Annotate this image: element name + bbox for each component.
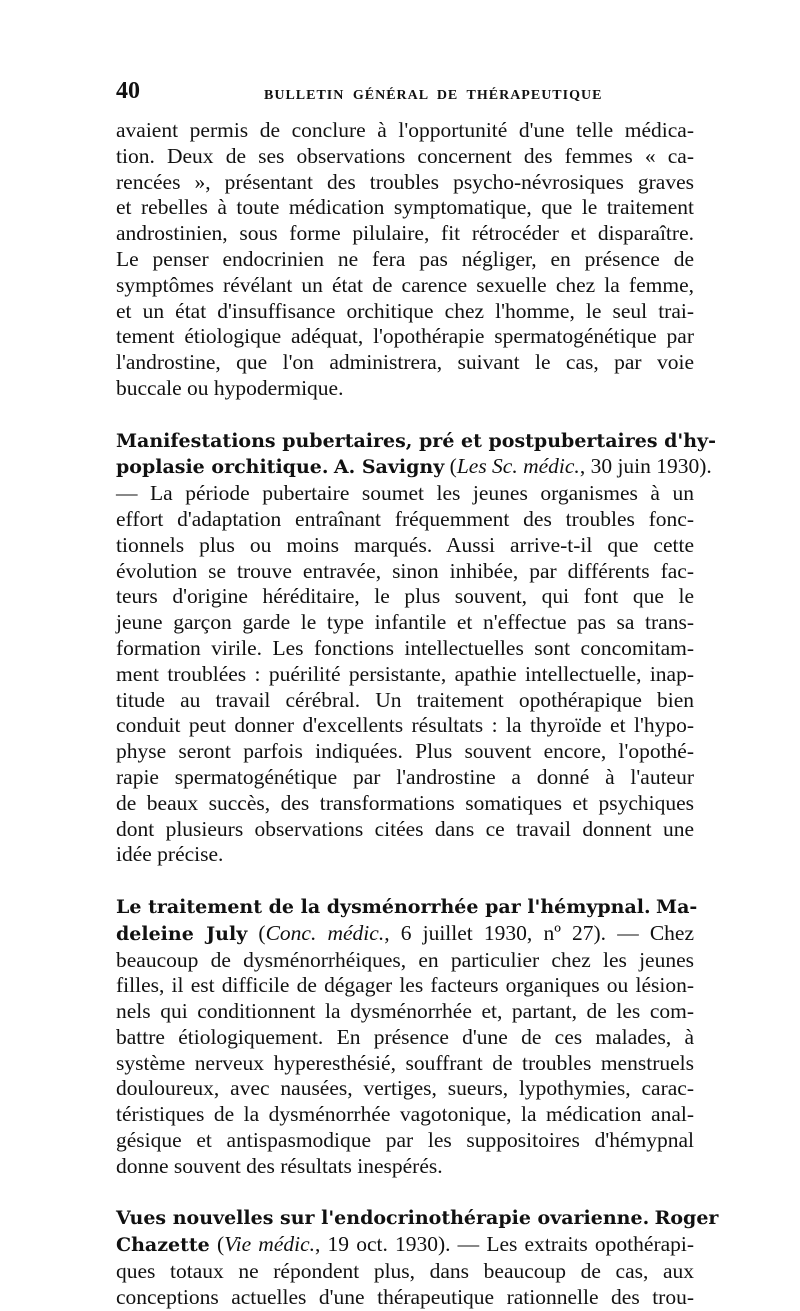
article-heading-line — [116, 921, 694, 948]
text-line: tion. Deux de ses observations concernent des femmes « ca- — [116, 143, 694, 168]
article-heading-line — [116, 1205, 719, 1232]
text-line: teurs d'origine héréditaire, le plus souvent, qui font que le — [116, 584, 694, 609]
article-savigny — [116, 428, 716, 869]
article-author: A. Savigny — [333, 456, 445, 479]
text-line: conceptions actuelles d'une thérapeutique rationnelle des trou- — [116, 1284, 694, 1309]
journal-name: Conc. médic. — [265, 920, 385, 945]
reference-date: , 19 oct. 1930). — [315, 1232, 451, 1257]
paragraph-gap — [116, 1180, 694, 1206]
text-line: ques totaux ne répondent plus, dans beaucoup de cas, aux — [116, 1259, 694, 1284]
article-title: poplasie orchitique. — [116, 456, 329, 479]
text-line: téristiques de la dysménorrhée vagotonique, la médication anal- — [116, 1102, 694, 1127]
text-line: physe seront parfois indiquées. Plus souvent encore, l'opothé- — [116, 739, 694, 764]
text-line: l'androstine, que l'on administrera, suivant le cas, par voie — [116, 350, 694, 375]
reference-date: , 30 juin 1930). — [579, 454, 712, 479]
article-author: Roger — [654, 1207, 719, 1230]
article-author: Chazette — [116, 1234, 210, 1257]
article-lead: — Les extraits opothérapi- — [457, 1232, 695, 1257]
article-lead: — Chez — [617, 920, 695, 945]
article-title: Manifestations pubertaires, pré et postpubertaires d'hy- — [116, 429, 716, 452]
paragraph-intro — [116, 118, 694, 402]
text-line: tement étiologique adéquat, l'opothérapie spermatogénétique par — [116, 324, 694, 349]
running-head — [116, 78, 696, 108]
article-heading-line — [116, 454, 712, 481]
article-july — [116, 894, 698, 1180]
text-line: et un état d'insuffisance orchitique chez l'homme, le seul trai- — [116, 298, 694, 323]
text-line: symptômes révélant un état de carence sexuelle chez la femme, — [116, 272, 694, 297]
text-line: formation virile. Les fonctions intellectuelles sont concomitam- — [116, 635, 694, 660]
text-line: beaucoup de dysménorrhéiques, en particulier chez les jeunes — [116, 947, 694, 972]
text-line: dont plusieurs observations citées dans ce travail donnent une — [116, 816, 694, 841]
article-heading-line — [116, 894, 698, 921]
article-heading-line — [116, 428, 716, 455]
text-line: nels qui conditionnent la dysménorrhée et, partant, de les com- — [116, 999, 694, 1024]
text-line: et rebelles à toute médication symptomatique, que le traitement — [116, 195, 694, 220]
journal-name: Les Sc. médic. — [456, 454, 580, 479]
article-chazette — [116, 1205, 719, 1310]
body-text — [116, 118, 719, 1311]
reference-date: , 6 juillet 1930, nº 27). — [384, 920, 607, 945]
text-line: — La période pubertaire soumet les jeunes organismes à un — [116, 481, 694, 506]
text-line: tionnels plus ou moins marqués. Aussi arrive-t-il que cette — [116, 532, 694, 557]
text-line: donne souvent des résultats inespérés. — [116, 1153, 443, 1178]
article-heading-line — [116, 1232, 694, 1259]
text-line: avaient permis de conclure à l'opportunité d'une telle médica- — [116, 118, 694, 142]
article-author: Ma- — [656, 895, 698, 918]
page-number: 40 — [116, 78, 140, 104]
text-line: rapie spermatogénétique par l'androstine a donné à l'auteur — [116, 764, 694, 789]
text-line: jeune garçon garde le type infantile et n'effectue pas sa trans- — [116, 610, 694, 635]
journal-title: BULLETIN GÉNÉRAL DE THÉRAPEUTIQUE — [264, 88, 603, 103]
text-line: gésique et antispasmodique par les suppositoires d'hémypnal — [116, 1128, 694, 1153]
text-line: conduit peut donner d'excellents résultats : la thyroïde et l'hypo- — [116, 713, 694, 738]
text-line: effort d'adaptation entraînant fréquemment des troubles fonc- — [116, 506, 694, 531]
text-line: douloureux, avec nausées, vertiges, sueurs, lypothymies, carac- — [116, 1076, 694, 1101]
text-line: titude au travail cérébral. Un traitement opothérapique bien — [116, 687, 694, 712]
text-line: androstinien, sous forme pilulaire, fit rétrocéder et disparaître. — [116, 221, 694, 246]
article-author: deleine July — [116, 922, 248, 945]
text-line: de beaux succès, des transformations somatiques et psychiques — [116, 790, 694, 815]
text-line: battre étiologiquement. En présence d'une de ces malades, à — [116, 1024, 694, 1049]
article-title: Vues nouvelles sur l'endocrinothérapie ovarienne. — [116, 1207, 650, 1230]
text-line: buccale ou hypodermique. — [116, 375, 344, 400]
text-line: rencées », présentant des troubles psycho-névrosiques graves — [116, 169, 694, 194]
paragraph-gap — [116, 402, 694, 428]
article-reference: (Les Sc. médic., 30 juin 1930). — [449, 454, 712, 479]
journal-name: Vie médic. — [224, 1232, 316, 1257]
text-line: ment troublées : puérilité persistante, apathie intellectuelle, inap- — [116, 661, 694, 686]
text-line: filles, il est difficile de dégager les facteurs organiques ou lésion- — [116, 973, 694, 998]
text-line: système nerveux hyperesthésié, souffrant de troubles menstruels — [116, 1050, 694, 1075]
article-reference: (Vie médic., 19 oct. 1930). — [216, 1232, 451, 1257]
text-line: évolution se trouve entravée, sinon inhibée, par différents fac- — [116, 558, 694, 583]
article-title: Le traitement de la dysménorrhée par l'hémypnal. — [116, 895, 651, 918]
article-reference: (Conc. médic., 6 juillet 1930, nº 27). — [258, 920, 607, 945]
text-line: idée précise. — [116, 842, 224, 867]
text-line: Le penser endocrinien ne fera pas négliger, en présence de — [116, 246, 694, 271]
paragraph-gap — [116, 868, 694, 894]
